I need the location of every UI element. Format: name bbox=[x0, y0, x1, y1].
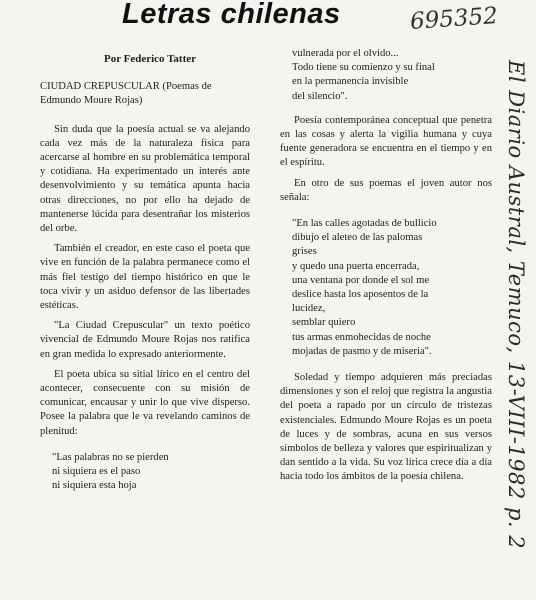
verse-line: una ventana por donde el sol me bbox=[292, 274, 430, 286]
paragraph: Soledad y tiempo adquieren más preciadas dimensiones y son el reloj que registra la angustia del poeta a rapado por un círculo de tristezas existenciales. Edmundo Moure Rojas es un poeta de luces y de sombras, acuna en sus versos símbolos de belleza y valores que espiritualizan y dan sentido a la vida. Su voz lírica crece día a día hacia todo los ámbitos de la poesía chilena. bbox=[280, 372, 492, 483]
subheading: CIUDAD CREPUSCULAR (Poemas de Edmundo Moure Rojas) bbox=[40, 81, 212, 107]
verse-line: en la permanencia invisible bbox=[292, 76, 409, 88]
verse-line: grises bbox=[292, 246, 317, 258]
paragraph: Sin duda que la poesía actual se va alejando cada vez más de la naturaleza física para acercarse al hombre en su problemática temporal y cotidiana. Ha experimentado un interés ante desenvolvimiento y su temática apunta hacia otras direcciones, no por ello ha dejado de mantenerse lúcida para desentrañar los misterios del orbe. bbox=[40, 123, 250, 235]
paragraph: Poesía contemporánea conceptual que penetra en las cosas y alerta la vigilia humana y cuya fuente generadora se encuentra en el tiempo y en el espíritu. bbox=[280, 114, 492, 169]
paragraph: "La Ciudad Crepuscular" un texto poético vivencial de Edmundo Moure Rojas nos ratifica en gran medida lo expresado anteriormente. bbox=[40, 320, 250, 360]
verse-line: dibujo el aleteo de las palomas bbox=[292, 232, 423, 244]
verse-line: del silencio". bbox=[292, 90, 348, 102]
paragraph: El poeta ubica su sitial lírico en el centro del acontecer, consecuente con su misión de comunicar, encausar y unir lo que vive disperso. Posee la palabra que le va revelando caminos de plenitud: bbox=[40, 368, 250, 437]
byline: Por Federico Tatter bbox=[103, 53, 197, 65]
verse-line: deslice hasta los aposentos de la bbox=[292, 289, 429, 301]
verse-line: mojadas de pasmo y de miseria". bbox=[292, 345, 432, 357]
left-column bbox=[40, 52, 250, 493]
verse-line: tus armas enmohecidas de noche bbox=[292, 331, 431, 343]
handwritten-catalog-number: 695352 bbox=[409, 2, 499, 36]
verse-line: y quedo una puerta encerrada, bbox=[292, 260, 420, 272]
verse-line: "En las calles agotadas de bullicio bbox=[292, 218, 437, 230]
verse-line: ni siquiera es el paso bbox=[52, 466, 141, 478]
paragraph: En otro de sus poemas el joven autor nos señala: bbox=[280, 177, 492, 203]
verse-block bbox=[292, 217, 492, 359]
verse-line: lucidez, bbox=[292, 303, 326, 315]
verse-block-continued bbox=[292, 47, 492, 104]
handwritten-side-note: El Diario Austral, Temuco, 13-VIII-1982 p. 2 bbox=[504, 60, 528, 550]
verse-line: Todo tiene su comienzo y su final bbox=[292, 62, 435, 74]
verse-line: "Las palabras no se pierden bbox=[52, 451, 169, 463]
verse-block bbox=[52, 451, 250, 494]
right-column bbox=[280, 47, 492, 485]
verse-line: semblar quiero bbox=[292, 317, 356, 329]
verse-line: ni siquiera esta hoja bbox=[52, 480, 137, 492]
headline: Letras chilenas bbox=[122, 0, 341, 30]
verse-line: vulnerada por el olvido... bbox=[292, 48, 399, 59]
paragraph: También el creador, en este caso el poeta que vive en función de la palabra permanece como el más fiel testigo del tiempo histórico en que le toca vivir y un asiduo defensor de las libertades estéticas. bbox=[40, 243, 250, 312]
